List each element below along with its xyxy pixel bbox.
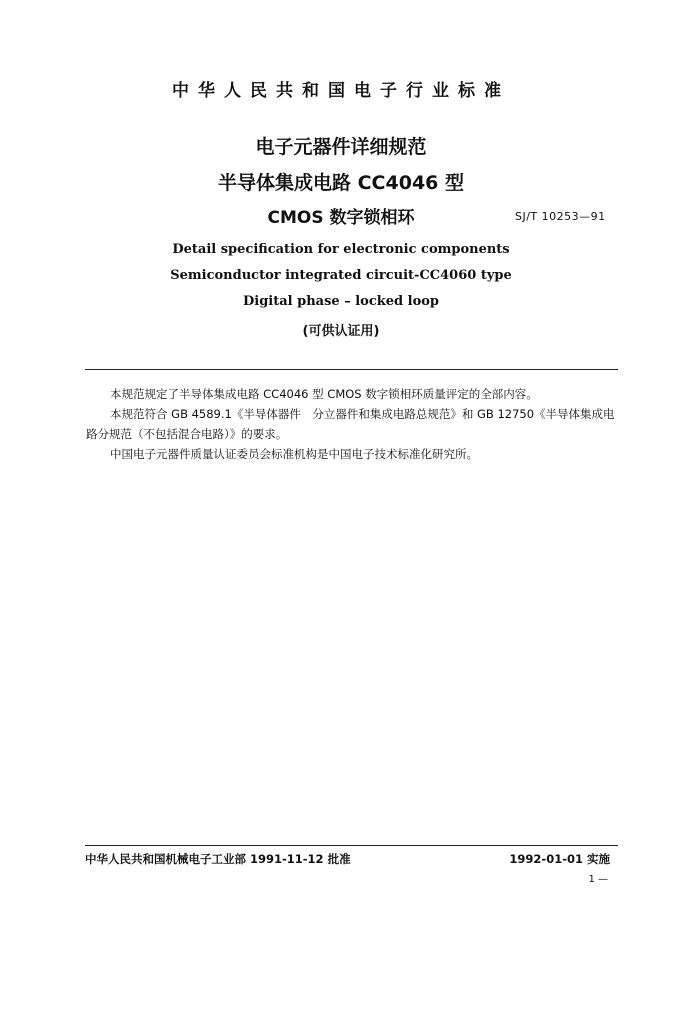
title-en-line3: Digital phase – locked loop [242, 294, 440, 309]
effective-date: 1992-01-01 实施 [509, 852, 610, 866]
certification-note: (可供认证用) [302, 324, 380, 339]
page-number: 1 — [588, 874, 608, 885]
standard-category-header: 中华人民共和国电子行业标准 [172, 81, 510, 101]
bottom-divider [85, 845, 618, 846]
title-en-line1: Detail specification for electronic components [172, 242, 510, 257]
title-zh-line1: 电子元器件详细规范 [255, 136, 427, 158]
title-en-line2: Semiconductor integrated circuit-CC4060 type [170, 268, 512, 283]
body-paragraph-conformance: 本规范符合 GB 4589.1《半导体器件 分立器件和集成电路总规范》和 GB 12750《半导体集成电路分规范（不包括混合电路）》的要求。 [86, 407, 615, 441]
title-zh-line3: CMOS 数字锁相环 [267, 208, 415, 228]
body-paragraph-authority: 中国电子元器件质量认证委员会标准机构是中国电子技术标准化研究所。 [110, 447, 478, 461]
approval-line: 中华人民共和国机械电子工业部 1991-11-12 批准 [85, 852, 351, 866]
title-zh-line2: 半导体集成电路 CC4046 型 [218, 172, 464, 194]
top-divider [85, 369, 618, 370]
body-paragraph-scope: 本规范规定了半导体集成电路 CC4046 型 CMOS 数字锁相环质量评定的全部内容。 [110, 387, 538, 401]
standard-code: SJ/T 10253—91 [515, 210, 606, 223]
